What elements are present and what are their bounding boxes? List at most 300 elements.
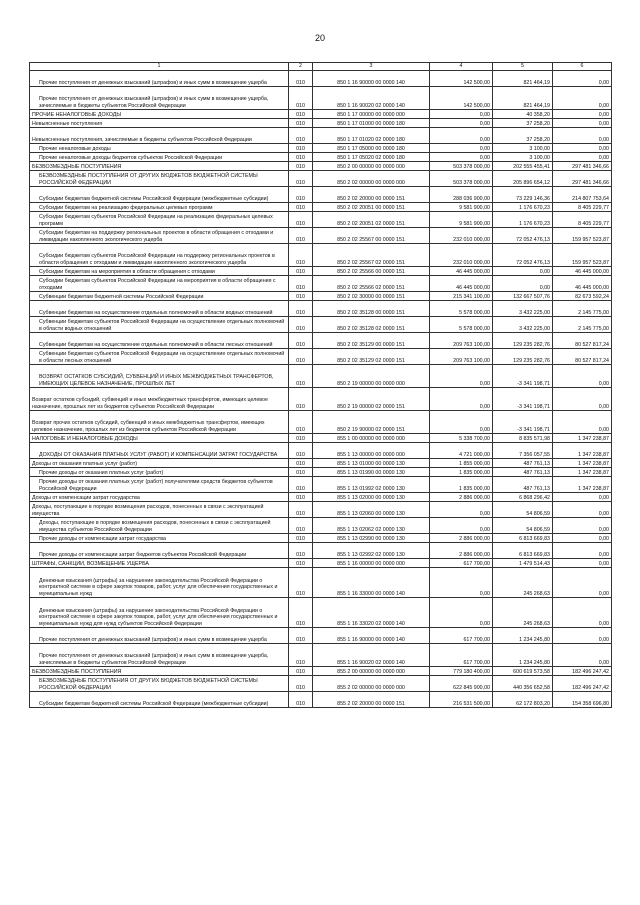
row-unexecuted-cell: 0,00 [553,411,612,434]
row-kbk-cell: 855 1 13 01992 02 0000 130 [313,477,430,493]
row-executed-cell: 62 172 803,20 [493,692,553,708]
row-executed-cell: 487 761,13 [493,459,553,468]
row-unexecuted-cell: 182 496 247,42 [553,676,612,692]
row-plan-cell: 5 338 700,00 [430,434,493,443]
column-header: 1 [30,63,289,71]
row-name-cell: Субсидии бюджетам субъектов Российской Федерации на мероприятия в области обращения с отходами [30,276,289,292]
table-row [30,162,612,171]
row-name-cell: Субсидии бюджетам бюджетной системы Российской Федерации (межбюджетные субсидии) [30,187,289,203]
row-plan-cell: 0,00 [430,518,493,534]
row-unexecuted-cell: 0,00 [553,568,612,598]
table-row [30,365,612,388]
row-name-cell: Прочие доходы от оказания платных услуг (работ) получателями средств бюджетов субъектов Российской Федерации [30,477,289,493]
table-row [30,153,612,162]
row-unexecuted-cell: 0,00 [553,388,612,411]
row-code-cell: 010 [289,644,313,667]
row-name-cell: БЕЗВОЗМЕЗДНЫЕ ПОСТУПЛЕНИЯ ОТ ДРУГИХ БЮДЖЕТОВ БЮДЖЕТНОЙ СИСТЕМЫ РОССИЙСКОЙ ФЕДЕРАЦИИ [30,676,289,692]
row-executed-cell: 129 235 282,76 [493,349,553,365]
row-unexecuted-cell: 0,00 [553,644,612,667]
row-code-cell: 010 [289,388,313,411]
row-code-cell: 010 [289,71,313,87]
row-code-cell: 010 [289,411,313,434]
row-executed-cell: 821 464,19 [493,71,553,87]
row-name-cell: Доходы, поступающие в порядке возмещения расходов, понесенных в связи с эксплуатацией имущества субъектов Российской Федерации [30,518,289,534]
row-executed-cell: 3 100,00 [493,144,553,153]
row-code-cell: 010 [289,493,313,502]
row-kbk-cell: 850 2 02 25567 00 0000 151 [313,228,430,244]
row-code-cell: 010 [289,212,313,228]
row-name-cell: Денежные взыскания (штрафы) за нарушение законодательства Российской Федерации о контрактной системе в сфере закупок товаров, работ, услуг для обеспечения государственных и муниципальных нужд [30,568,289,598]
row-code-cell: 010 [289,333,313,349]
row-code-cell: 010 [289,568,313,598]
row-plan-cell: 209 763 100,00 [430,333,493,349]
row-code-cell: 010 [289,518,313,534]
row-plan-cell: 779 180 400,00 [430,667,493,676]
row-kbk-cell: 850 1 17 01020 02 0000 180 [313,128,430,144]
row-name-cell: Субвенции бюджетам субъектов Российской Федерации на осуществление отдельных полномочий в области водных отношений [30,317,289,333]
row-plan-cell: 1 855 000,00 [430,459,493,468]
row-name-cell: Прочие поступления от денежных взысканий (штрафов) и иных сумм в возмещение ущерба [30,628,289,644]
table-row [30,333,612,349]
row-plan-cell: 288 036 900,00 [430,187,493,203]
row-kbk-cell: 855 2 02 00000 00 0000 000 [313,676,430,692]
row-unexecuted-cell: 0,00 [553,144,612,153]
row-executed-cell: 1 234 245,80 [493,644,553,667]
row-name-cell: Доходы от оказания платных услуг (работ) [30,459,289,468]
row-code-cell: 010 [289,349,313,365]
row-name-cell: Субсидии бюджетам субъектов Российской Федерации на поддержку региональных проектов в области обращения с отходами и ликвидации накопленного экологического ущерба [30,244,289,267]
row-code-cell: 010 [289,559,313,568]
column-header: 6 [553,63,612,71]
row-plan-cell: 0,00 [430,153,493,162]
row-name-cell: Прочие неналоговые доходы бюджетов субъектов Российской Федерации [30,153,289,162]
row-plan-cell: 46 445 000,00 [430,267,493,276]
row-unexecuted-cell: 182 496 247,42 [553,667,612,676]
column-header: 5 [493,63,553,71]
table-row [30,559,612,568]
row-unexecuted-cell: 46 445 000,00 [553,276,612,292]
row-unexecuted-cell: 1 347 238,87 [553,443,612,459]
row-plan-cell: 0,00 [430,598,493,628]
table-row [30,676,612,692]
row-plan-cell: 622 845 900,00 [430,676,493,692]
row-plan-cell: 9 581 900,00 [430,212,493,228]
row-code-cell: 010 [289,171,313,187]
row-plan-cell: 503 378 000,00 [430,162,493,171]
table-row [30,317,612,333]
row-plan-cell: 142 500,00 [430,87,493,110]
row-executed-cell: 7 356 057,55 [493,443,553,459]
row-plan-cell: 9 581 900,00 [430,203,493,212]
row-code-cell: 010 [289,676,313,692]
row-name-cell: Доходы, поступающие в порядке возмещения расходов, понесенных в связи с эксплуатацией имущества [30,502,289,518]
table-row [30,267,612,276]
row-kbk-cell: 850 1 17 01000 00 0000 180 [313,119,430,128]
row-executed-cell: -3 341 198,71 [493,411,553,434]
row-name-cell: Субсидии бюджетам на мероприятия в области обращения с отходами [30,267,289,276]
row-unexecuted-cell: 0,00 [553,128,612,144]
row-kbk-cell: 850 2 02 25566 00 0000 151 [313,267,430,276]
row-executed-cell: 202 555 455,41 [493,162,553,171]
row-kbk-cell: 850 2 19 90000 02 0000 151 [313,411,430,434]
row-plan-cell: 0,00 [430,568,493,598]
row-executed-cell: 37 258,20 [493,128,553,144]
row-unexecuted-cell: 0,00 [553,71,612,87]
row-plan-cell: 0,00 [430,110,493,119]
row-kbk-cell: 850 1 17 05020 02 0000 180 [313,153,430,162]
row-plan-cell: 0,00 [430,119,493,128]
row-code-cell: 010 [289,203,313,212]
row-unexecuted-cell: 0,00 [553,493,612,502]
row-code-cell: 010 [289,534,313,543]
row-name-cell: Прочие доходы от компенсации затрат государства [30,534,289,543]
row-code-cell: 010 [289,144,313,153]
row-code-cell: 010 [289,502,313,518]
row-executed-cell: 0,00 [493,276,553,292]
column-header: 4 [430,63,493,71]
row-name-cell: Денежные взыскания (штрафы) за нарушение законодательства Российской Федерации о контрактной системе в сфере закупок товаров, работ, услуг для обеспечения государственных и муниципальных нужд для нужд субъектов Российской Федерации [30,598,289,628]
row-executed-cell: 821 464,19 [493,87,553,110]
row-unexecuted-cell: 2 145 775,00 [553,301,612,317]
row-executed-cell: 440 356 652,58 [493,676,553,692]
row-kbk-cell: 855 1 13 02060 00 0000 130 [313,502,430,518]
row-name-cell: Прочие доходы от оказания платных услуг (работ) [30,468,289,477]
table-row [30,468,612,477]
row-unexecuted-cell: 0,00 [553,365,612,388]
row-executed-cell: 6 868 296,42 [493,493,553,502]
row-executed-cell: 73 229 146,36 [493,187,553,203]
row-unexecuted-cell: 8 405 229,77 [553,203,612,212]
row-executed-cell: 3 432 225,00 [493,301,553,317]
row-code-cell: 010 [289,244,313,267]
row-plan-cell: 617 700,00 [430,559,493,568]
row-kbk-cell: 855 1 16 90020 02 0000 140 [313,644,430,667]
row-kbk-cell: 855 1 13 02000 00 0000 130 [313,493,430,502]
row-code-cell: 010 [289,228,313,244]
row-executed-cell: 205 896 654,12 [493,171,553,187]
row-kbk-cell: 855 1 16 00000 00 0000 000 [313,559,430,568]
row-code-cell: 010 [289,459,313,468]
row-kbk-cell: 855 1 13 01990 00 0000 130 [313,468,430,477]
row-plan-cell: 0,00 [430,144,493,153]
row-unexecuted-cell: 0,00 [553,518,612,534]
row-executed-cell: 6 813 669,83 [493,534,553,543]
row-kbk-cell: 855 1 16 90000 00 0000 140 [313,628,430,644]
row-name-cell: ПРОЧИЕ НЕНАЛОГОВЫЕ ДОХОДЫ [30,110,289,119]
row-executed-cell: 487 761,13 [493,468,553,477]
row-plan-cell: 0,00 [430,502,493,518]
row-kbk-cell: 855 2 02 20000 00 0000 151 [313,692,430,708]
row-code-cell: 010 [289,468,313,477]
row-plan-cell: 4 721 000,00 [430,443,493,459]
row-name-cell: БЕЗВОЗМЕЗДНЫЕ ПОСТУПЛЕНИЯ [30,162,289,171]
table-row [30,292,612,301]
row-plan-cell: 2 886 000,00 [430,493,493,502]
row-executed-cell: -3 341 198,71 [493,388,553,411]
row-unexecuted-cell: 297 481 346,66 [553,162,612,171]
row-name-cell: Субвенции бюджетам на осуществление отдельных полномочий в области лесных отношений [30,333,289,349]
row-executed-cell: 3 100,00 [493,153,553,162]
row-name-cell: Субсидии бюджетам на поддержку региональных проектов в области обращения с отходами и ликвидации накопленного экологического ущерба [30,228,289,244]
row-unexecuted-cell: 1 347 238,87 [553,477,612,493]
row-executed-cell: 54 806,59 [493,518,553,534]
row-plan-cell: 2 886 000,00 [430,534,493,543]
table-row [30,434,612,443]
row-name-cell: БЕЗВОЗМЕЗДНЫЕ ПОСТУПЛЕНИЯ ОТ ДРУГИХ БЮДЖЕТОВ БЮДЖЕТНОЙ СИСТЕМЫ РОССИЙСКОЙ ФЕДЕРАЦИИ [30,171,289,187]
table-row [30,276,612,292]
table-row [30,187,612,203]
row-unexecuted-cell: 0,00 [553,87,612,110]
row-code-cell: 010 [289,543,313,559]
row-code-cell: 010 [289,162,313,171]
row-plan-cell: 0,00 [430,128,493,144]
row-name-cell: Субсидии бюджетам субъектов Российской Федерации на реализацию федеральных целевых программ [30,212,289,228]
row-code-cell: 010 [289,667,313,676]
row-kbk-cell: 850 2 00 00000 00 0000 000 [313,162,430,171]
row-unexecuted-cell: 159 957 523,87 [553,228,612,244]
row-code-cell: 010 [289,434,313,443]
column-header: 2 [289,63,313,71]
row-plan-cell: 5 578 000,00 [430,317,493,333]
row-unexecuted-cell: 1 347 238,87 [553,434,612,443]
row-code-cell: 010 [289,276,313,292]
row-executed-cell: 40 358,20 [493,110,553,119]
row-plan-cell: 617 700,00 [430,628,493,644]
row-unexecuted-cell: 0,00 [553,628,612,644]
row-code-cell: 010 [289,443,313,459]
table-header-row [30,63,612,71]
row-code-cell: 010 [289,292,313,301]
row-unexecuted-cell: 80 527 817,24 [553,333,612,349]
row-kbk-cell: 850 2 02 35129 02 0000 151 [313,349,430,365]
row-kbk-cell: 850 1 16 90020 02 0000 140 [313,87,430,110]
row-unexecuted-cell: 8 405 229,77 [553,212,612,228]
row-kbk-cell: 850 2 02 30000 00 0000 151 [313,292,430,301]
row-executed-cell: 54 806,59 [493,502,553,518]
row-code-cell: 010 [289,110,313,119]
table-row [30,598,612,628]
row-plan-cell: 46 445 000,00 [430,276,493,292]
row-executed-cell: 132 667 507,76 [493,292,553,301]
row-kbk-cell: 850 2 02 20051 00 0000 151 [313,203,430,212]
row-unexecuted-cell: 82 673 592,24 [553,292,612,301]
row-executed-cell: 6 813 669,83 [493,543,553,559]
row-unexecuted-cell: 0,00 [553,534,612,543]
row-code-cell: 010 [289,365,313,388]
row-kbk-cell: 855 1 00 00000 00 0000 000 [313,434,430,443]
table-row [30,692,612,708]
row-kbk-cell: 855 1 13 01000 00 0000 130 [313,459,430,468]
row-kbk-cell: 850 2 02 35129 00 0000 151 [313,333,430,349]
row-kbk-cell: 850 2 02 20000 00 0000 151 [313,187,430,203]
table-row [30,244,612,267]
row-kbk-cell: 855 1 13 00000 00 0000 000 [313,443,430,459]
row-executed-cell: 1 479 514,43 [493,559,553,568]
row-executed-cell: 245 268,63 [493,598,553,628]
row-plan-cell: 0,00 [430,365,493,388]
row-plan-cell: 0,00 [430,411,493,434]
row-kbk-cell: 850 2 02 20051 02 0000 151 [313,212,430,228]
row-plan-cell: 1 835 000,00 [430,477,493,493]
row-unexecuted-cell: 1 347 238,87 [553,459,612,468]
row-executed-cell: 1 176 670,23 [493,212,553,228]
row-kbk-cell: 855 1 13 02990 00 0000 130 [313,534,430,543]
table-row [30,518,612,534]
budget-revenue-table [29,62,612,708]
row-plan-cell: 1 835 000,00 [430,468,493,477]
table-row [30,87,612,110]
row-code-cell: 010 [289,187,313,203]
table-row [30,644,612,667]
table-body [30,71,612,708]
table-row [30,71,612,87]
row-kbk-cell: 850 1 17 00000 00 0000 000 [313,110,430,119]
row-name-cell: Субсидии бюджетам бюджетной системы Российской Федерации (межбюджетные субсидии) [30,692,289,708]
row-name-cell: Прочие доходы от компенсации затрат бюджетов субъектов Российской Федерации [30,543,289,559]
row-code-cell: 010 [289,598,313,628]
row-plan-cell: 617 700,00 [430,644,493,667]
row-kbk-cell: 855 1 13 02992 02 0000 130 [313,543,430,559]
row-executed-cell: 3 432 225,00 [493,317,553,333]
row-code-cell: 010 [289,628,313,644]
row-code-cell: 010 [289,153,313,162]
row-name-cell: ШТРАФЫ, САНКЦИИ, ВОЗМЕЩЕНИЕ УЩЕРБА [30,559,289,568]
table-row [30,171,612,187]
table-row [30,443,612,459]
row-executed-cell: 1 176 670,23 [493,203,553,212]
row-name-cell: Возврат прочих остатков субсидий, субвенций и иных межбюджетных трансфертов, имеющих целевое назначение, прошлых лет из бюджетов субъектов Российской Федерации [30,411,289,434]
row-code-cell: 010 [289,477,313,493]
row-unexecuted-cell: 0,00 [553,598,612,628]
row-plan-cell: 503 378 000,00 [430,171,493,187]
table-row [30,543,612,559]
row-kbk-cell: 855 1 13 02062 02 0000 130 [313,518,430,534]
table-row [30,128,612,144]
row-code-cell: 010 [289,119,313,128]
row-name-cell: Субсидии бюджетам на реализацию федеральных целевых программ [30,203,289,212]
row-unexecuted-cell: 297 481 346,66 [553,171,612,187]
row-plan-cell: 209 763 100,00 [430,349,493,365]
row-name-cell: ВОЗВРАТ ОСТАТКОВ СУБСИДИЙ, СУБВЕНЦИЙ И ИНЫХ МЕЖБЮДЖЕТНЫХ ТРАНСФЕРТОВ, ИМЕЮЩИХ ЦЕЛЕВОЕ НАЗНАЧЕНИЕ, ПРОШЛЫХ ЛЕТ [30,365,289,388]
row-code-cell: 010 [289,317,313,333]
row-unexecuted-cell: 159 957 523,87 [553,244,612,267]
row-code-cell: 010 [289,267,313,276]
row-unexecuted-cell: 1 347 238,87 [553,468,612,477]
row-plan-cell: 215 341 100,00 [430,292,493,301]
row-kbk-cell: 850 2 19 00000 02 0000 151 [313,388,430,411]
row-name-cell: НАЛОГОВЫЕ И НЕНАЛОГОВЫЕ ДОХОДЫ [30,434,289,443]
row-kbk-cell: 855 1 16 33020 02 0000 140 [313,598,430,628]
row-unexecuted-cell: 0,00 [553,153,612,162]
row-name-cell: БЕЗВОЗМЕЗДНЫЕ ПОСТУПЛЕНИЯ [30,667,289,676]
table-row [30,477,612,493]
row-code-cell: 010 [289,128,313,144]
table-row [30,119,612,128]
row-unexecuted-cell: 2 145 775,00 [553,317,612,333]
row-executed-cell: 72 052 476,13 [493,228,553,244]
row-executed-cell: -3 341 198,71 [493,365,553,388]
table-row [30,667,612,676]
row-kbk-cell: 855 2 00 00000 00 0000 000 [313,667,430,676]
row-kbk-cell: 850 2 02 25566 02 0000 151 [313,276,430,292]
row-executed-cell: 0,00 [493,267,553,276]
row-code-cell: 010 [289,87,313,110]
row-executed-cell: 245 268,63 [493,568,553,598]
table-row [30,144,612,153]
row-unexecuted-cell: 0,00 [553,559,612,568]
row-unexecuted-cell: 0,00 [553,502,612,518]
table-row [30,502,612,518]
row-name-cell: Субвенции бюджетам на осуществление отдельных полномочий в области водных отношений [30,301,289,317]
row-executed-cell: 487 761,13 [493,477,553,493]
row-unexecuted-cell: 0,00 [553,119,612,128]
row-kbk-cell: 850 2 02 25567 02 0000 151 [313,244,430,267]
table-row [30,203,612,212]
row-kbk-cell: 850 1 16 90000 00 0000 140 [313,71,430,87]
row-name-cell: Субвенции бюджетам бюджетной системы Российской Федерации [30,292,289,301]
row-unexecuted-cell: 0,00 [553,110,612,119]
row-executed-cell: 37 258,20 [493,119,553,128]
row-unexecuted-cell: 80 527 817,24 [553,349,612,365]
row-name-cell: Прочие поступления от денежных взысканий (штрафов) и иных сумм в возмещение ущерба, зачисляемые в бюджеты субъектов Российской Федерации [30,644,289,667]
row-executed-cell: 129 235 282,76 [493,333,553,349]
row-code-cell: 010 [289,301,313,317]
row-name-cell: Невыясненные поступления [30,119,289,128]
table-row [30,228,612,244]
row-name-cell: Субвенции бюджетам субъектов Российской Федерации на осуществление отдельных полномочий в области лесных отношений [30,349,289,365]
row-plan-cell: 232 010 000,00 [430,228,493,244]
row-kbk-cell: 850 2 02 35128 00 0000 151 [313,301,430,317]
row-name-cell: Возврат остатков субсидий, субвенций и иных межбюджетных трансфертов, имеющих целевое назначение, прошлых лет из бюджетов субъектов Российской Федерации [30,388,289,411]
table-row [30,301,612,317]
row-kbk-cell: 850 1 17 05000 00 0000 180 [313,144,430,153]
table-row [30,493,612,502]
row-kbk-cell: 855 1 16 33000 00 0000 140 [313,568,430,598]
row-code-cell: 010 [289,692,313,708]
row-name-cell: Прочие неналоговые доходы [30,144,289,153]
column-header: 3 [313,63,430,71]
page-number: 20 [314,33,325,43]
row-plan-cell: 5 578 000,00 [430,301,493,317]
table-row [30,411,612,434]
row-executed-cell: 72 052 476,13 [493,244,553,267]
row-unexecuted-cell: 46 445 000,00 [553,267,612,276]
table-row [30,212,612,228]
row-plan-cell: 216 531 500,00 [430,692,493,708]
row-executed-cell: 1 234 245,80 [493,628,553,644]
table-row [30,568,612,598]
row-name-cell: Прочие поступления от денежных взысканий (штрафов) и иных сумм в возмещение ущерба, зачисляемые в бюджеты субъектов Российской Федерации [30,87,289,110]
row-unexecuted-cell: 214 807 753,64 [553,187,612,203]
row-plan-cell: 2 886 000,00 [430,543,493,559]
row-unexecuted-cell: 154 358 696,80 [553,692,612,708]
row-name-cell: ДОХОДЫ ОТ ОКАЗАНИЯ ПЛАТНЫХ УСЛУГ (РАБОТ) И КОМПЕНСАЦИИ ЗАТРАТ ГОСУДАРСТВА [30,443,289,459]
table-row [30,110,612,119]
row-name-cell: Доходы от компенсации затрат государства [30,493,289,502]
row-executed-cell: 8 835 571,98 [493,434,553,443]
table-row [30,628,612,644]
table-row [30,459,612,468]
row-name-cell: Невыясненные поступления, зачисляемые в бюджеты субъектов Российской Федерации [30,128,289,144]
table-row [30,388,612,411]
row-kbk-cell: 850 2 02 35128 02 0000 151 [313,317,430,333]
row-plan-cell: 142 500,00 [430,71,493,87]
row-unexecuted-cell: 0,00 [553,543,612,559]
row-kbk-cell: 850 2 02 00000 00 0000 000 [313,171,430,187]
row-name-cell: Прочие поступления от денежных взысканий (штрафов) и иных сумм в возмещение ущерба [30,71,289,87]
row-executed-cell: 600 619 573,58 [493,667,553,676]
table-row [30,534,612,543]
